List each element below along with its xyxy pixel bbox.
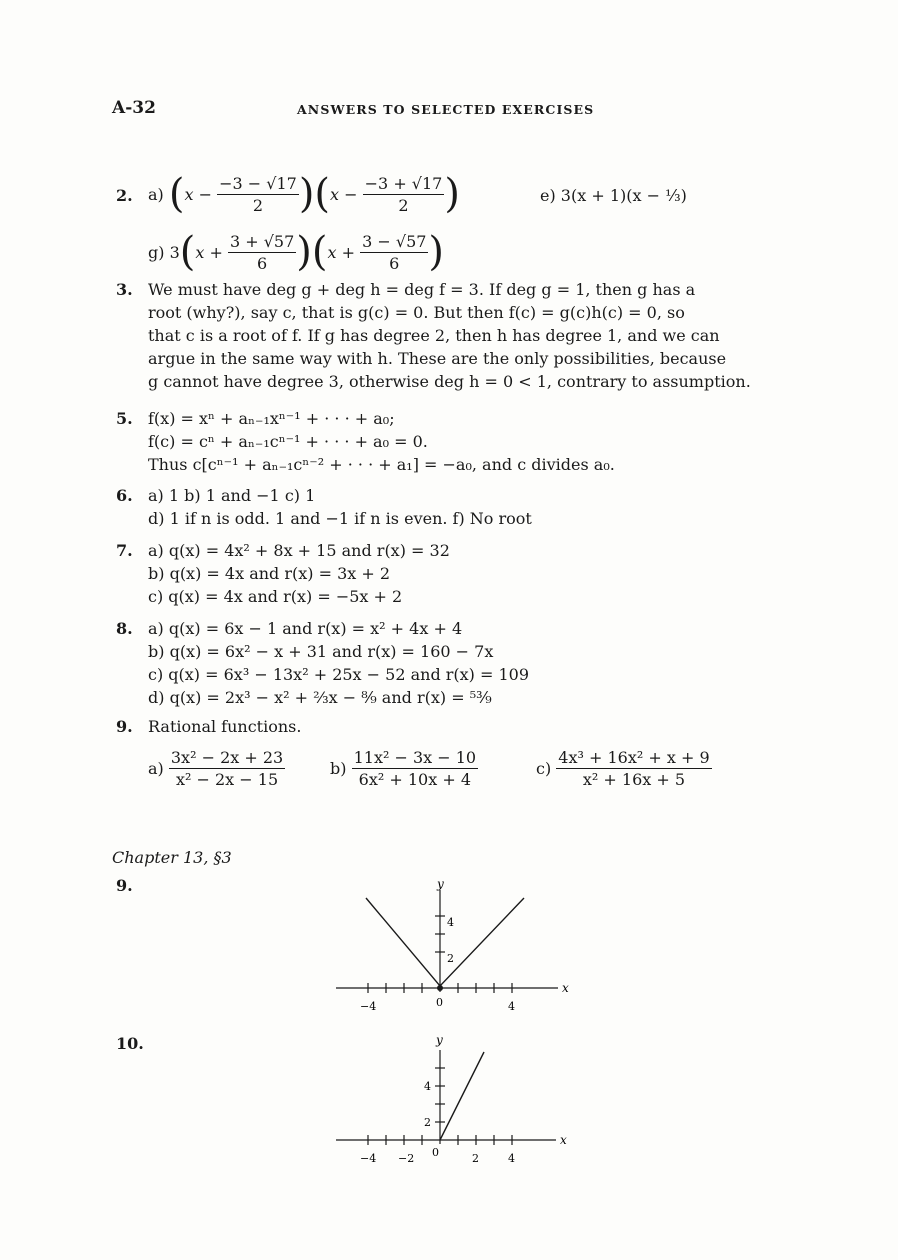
x-tick-label: −4 — [360, 1152, 377, 1165]
x-tick-label: 4 — [508, 1152, 515, 1165]
y-tick-label: 4 — [424, 1080, 431, 1093]
x-axis-label: x — [562, 981, 569, 995]
fraction-denominator: x² − 2x − 15 — [175, 770, 279, 789]
factor-1-fraction — [228, 232, 296, 273]
exercise-6-answer — [148, 484, 798, 530]
rational-function-b — [330, 748, 478, 789]
part-label: a) — [148, 759, 164, 778]
origin-point — [437, 985, 443, 991]
exercise-number-9: 9. — [116, 717, 133, 736]
fraction-denominator: 2 — [398, 195, 409, 215]
rational-function-a — [148, 748, 285, 789]
fraction-numerator: −3 + √17 — [364, 173, 443, 193]
x-tick-label: 4 — [508, 1000, 515, 1013]
answer-line: d) 1 if n is odd. 1 and −1 if n is even. f) No root — [148, 509, 532, 528]
function-curve — [366, 898, 524, 986]
x-tick-label: 2 — [472, 1152, 479, 1165]
fraction-denominator: 6 — [257, 253, 268, 273]
chapter-heading: Chapter 13, §3 — [112, 848, 232, 867]
answer-line: f(x) = xⁿ + aₙ₋₁xⁿ⁻¹ + · · · + a₀; — [148, 409, 395, 428]
fraction-numerator: 4x³ + 16x² + x + 9 — [558, 748, 710, 767]
exercise-2a-answer: a) ( x − $\frac{-3 - √17}{2}$ ) ( x − $\frac{-3 + √17}{2}$ ) — [148, 171, 460, 217]
function-curve — [440, 1052, 484, 1140]
answer-line: b) q(x) = 4x and r(x) = 3x + 2 — [148, 564, 391, 583]
answer-line: d) q(x) = 2x³ − x² + ⅔x − ⁸⁄₉ and r(x) = ⁵³⁄₉ — [148, 688, 492, 707]
exercise-2g-answer: g) 3 ( x + $\frac{3 + √57}{6}$ ) ( x + $\frac{3 - √57}{6}$ ) — [148, 229, 445, 275]
y-tick-label: 2 — [447, 952, 454, 965]
answer-line: We must have deg g + deg h = deg f = 3. If deg g = 1, then g has a — [148, 280, 696, 299]
exercise-number-8: 8. — [116, 619, 133, 638]
graph-9-absolute-value — [330, 876, 570, 1016]
fraction-numerator: 11x² − 3x − 10 — [353, 748, 477, 767]
fraction-numerator: 3x² − 2x + 23 — [170, 748, 284, 767]
x-tick-label: −2 — [398, 1152, 415, 1165]
y-tick-label: 2 — [424, 1116, 431, 1129]
answer-line: a) q(x) = 4x² + 8x + 15 and r(x) = 32 — [148, 541, 450, 560]
exercise-number-6: 6. — [116, 486, 133, 505]
exercise-5-answer — [148, 407, 798, 476]
exercise-number-7: 7. — [116, 541, 133, 560]
exercise-2e-answer: e) 3(x + 1)(x − ⅓) — [540, 186, 687, 205]
fraction-numerator: −3 − √17 — [219, 173, 297, 193]
y-axis-label: y — [436, 1033, 443, 1047]
y-tick-label: 4 — [447, 916, 454, 929]
exercise-8-answer — [148, 617, 798, 709]
exercise-number-5: 5. — [116, 409, 133, 428]
exercise-number-3: 3. — [116, 280, 133, 299]
rational-fraction — [169, 748, 285, 789]
rational-function-c — [536, 748, 712, 789]
exercise-2g-label: g) 3 — [148, 242, 180, 262]
part-label: c) — [536, 759, 552, 778]
answer-line: f(c) = cⁿ + aₙ₋₁cⁿ⁻¹ + · · · + a₀ = 0. — [148, 432, 428, 451]
graph-10-ramp-function — [330, 1030, 570, 1180]
fraction-numerator: 3 + √57 — [229, 231, 295, 251]
page-number: A-32 — [112, 98, 156, 118]
x-axis-label: x — [560, 1133, 567, 1147]
x-tick-label: 0 — [436, 996, 443, 1009]
answer-line: c) q(x) = 6x³ − 13x² + 25x − 52 and r(x) = 109 — [148, 665, 530, 684]
fraction-denominator: 2 — [252, 195, 264, 215]
answer-line: Thus c[cⁿ⁻¹ + aₙ₋₁cⁿ⁻² + · · · + a₁] = −a₀, and c divides a₀. — [148, 455, 615, 474]
x-tick-label: −4 — [360, 1000, 377, 1013]
exercise-3-answer — [148, 278, 798, 393]
factor-1-prefix: x − — [184, 184, 212, 204]
factor-2-fraction — [360, 232, 428, 273]
answer-line: b) q(x) = 6x² − x + 31 and r(x) = 160 − 7x — [148, 642, 494, 661]
fraction-denominator: 6 — [389, 253, 400, 273]
factor-2-prefix: x + — [327, 242, 356, 262]
exercise-7-answer — [148, 539, 798, 608]
exercise-9-heading: Rational functions. — [148, 717, 302, 736]
graph-number-10: 10. — [116, 1034, 144, 1053]
factor-2-fraction — [363, 174, 445, 215]
exercise-number-2: 2. — [116, 186, 133, 205]
graph-number-9: 9. — [116, 876, 133, 895]
fraction-numerator: 3 − √57 — [362, 231, 427, 251]
factor-1-prefix: x + — [195, 242, 223, 262]
running-title: ANSWERS TO SELECTED EXERCISES — [297, 102, 595, 117]
answer-line: a) 1 b) 1 and −1 c) 1 — [148, 486, 316, 505]
answer-line: root (why?), say c, that is g(c) = 0. But then f(c) = g(c)h(c) = 0, so — [148, 303, 685, 322]
answer-line: argue in the same way with h. These are the only possibilities, because — [148, 349, 727, 368]
factor-1-fraction — [217, 174, 299, 215]
y-axis-label: y — [437, 877, 444, 891]
answer-line: c) q(x) = 4x and r(x) = −5x + 2 — [148, 587, 403, 606]
exercise-2a-label: a) — [148, 184, 164, 204]
part-label: b) — [330, 759, 347, 778]
factor-2-prefix: x − — [330, 184, 358, 204]
fraction-denominator: 6x² + 10x + 4 — [358, 770, 471, 789]
answer-line: g cannot have degree 3, otherwise deg h = 0 < 1, contrary to assumption. — [148, 372, 751, 391]
answer-line: a) q(x) = 6x − 1 and r(x) = x² + 4x + 4 — [148, 619, 463, 638]
x-tick-label: 0 — [432, 1146, 439, 1159]
answer-line: that c is a root of f. If g has degree 2, then h has degree 1, and we can — [148, 326, 720, 345]
rational-fraction — [556, 748, 711, 789]
fraction-denominator: x² + 16x + 5 — [582, 770, 686, 789]
rational-fraction — [352, 748, 479, 789]
